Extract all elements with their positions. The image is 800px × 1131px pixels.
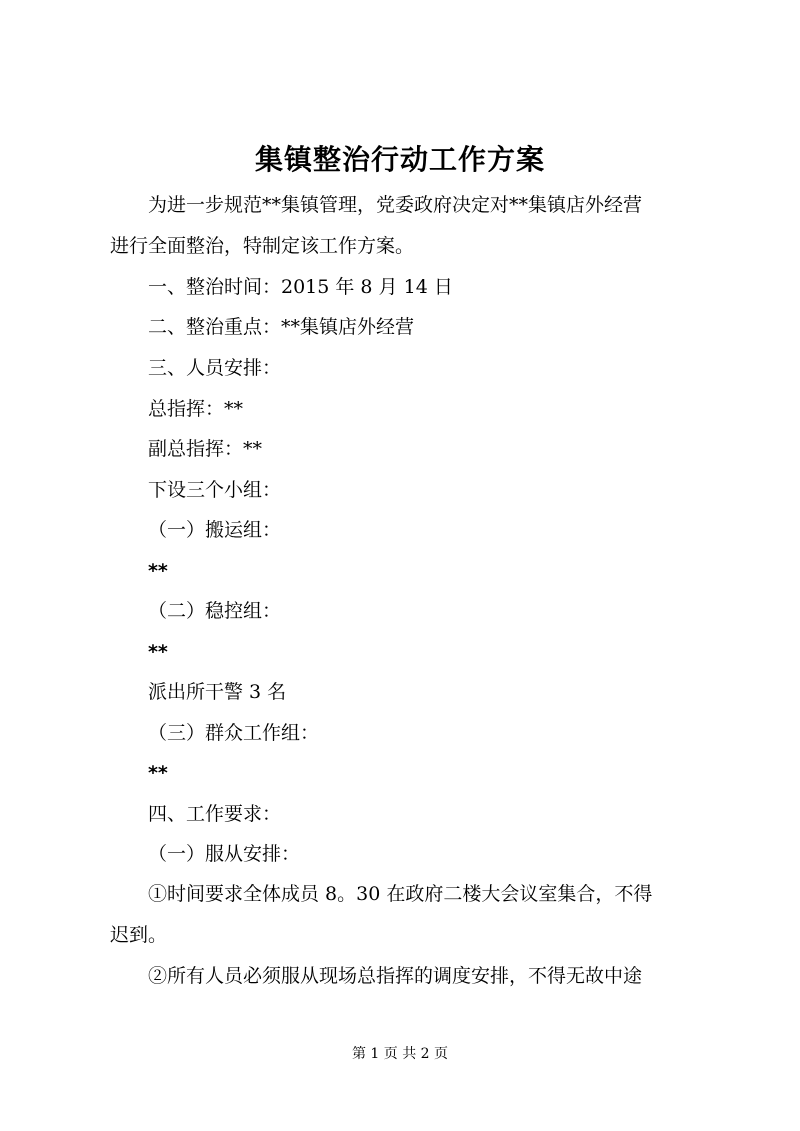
intro-line-2: 进行全面整治，特制定该工作方案。 — [110, 235, 415, 257]
requirement-1-line-1: ①时间要求全体成员 8。30 在政府二楼大会议室集合，不得 — [148, 883, 653, 905]
page-footer: 第 1 页 共 2 页 — [351, 1046, 449, 1062]
item-obey-arrangement: （一）服从安排： — [148, 843, 301, 865]
item-focus: 二、整治重点：**集镇店外经营 — [148, 316, 415, 338]
requirement-2-line-1: ②所有人员必须服从现场总指挥的调度安排，不得无故中途 — [148, 965, 643, 987]
item-deputy-commander: 副总指挥：** — [148, 438, 263, 460]
intro-line-1: 为进一步规范**集镇管理，党委政府决定对**集镇店外经营 — [148, 194, 643, 216]
item-subgroups: 下设三个小组： — [148, 479, 282, 501]
document-title: 集镇整治行动工作方案 — [254, 143, 545, 176]
item-staffing: 三、人员安排： — [148, 357, 282, 379]
requirement-1-line-2: 迟到。 — [110, 924, 168, 946]
item-public-members: ** — [148, 762, 168, 784]
item-group-transport: （一）搬运组： — [148, 519, 282, 541]
item-group-stability: （二）稳控组： — [148, 600, 282, 622]
item-group-public: （三）群众工作组： — [148, 722, 320, 744]
item-police: 派出所干警 3 名 — [148, 681, 287, 703]
item-chief-commander: 总指挥：** — [148, 398, 244, 420]
item-stability-members: ** — [148, 641, 168, 663]
item-transport-members: ** — [148, 560, 168, 582]
item-requirements: 四、工作要求： — [148, 803, 282, 825]
item-schedule: 一、整治时间：2015 年 8 月 14 日 — [148, 276, 453, 298]
